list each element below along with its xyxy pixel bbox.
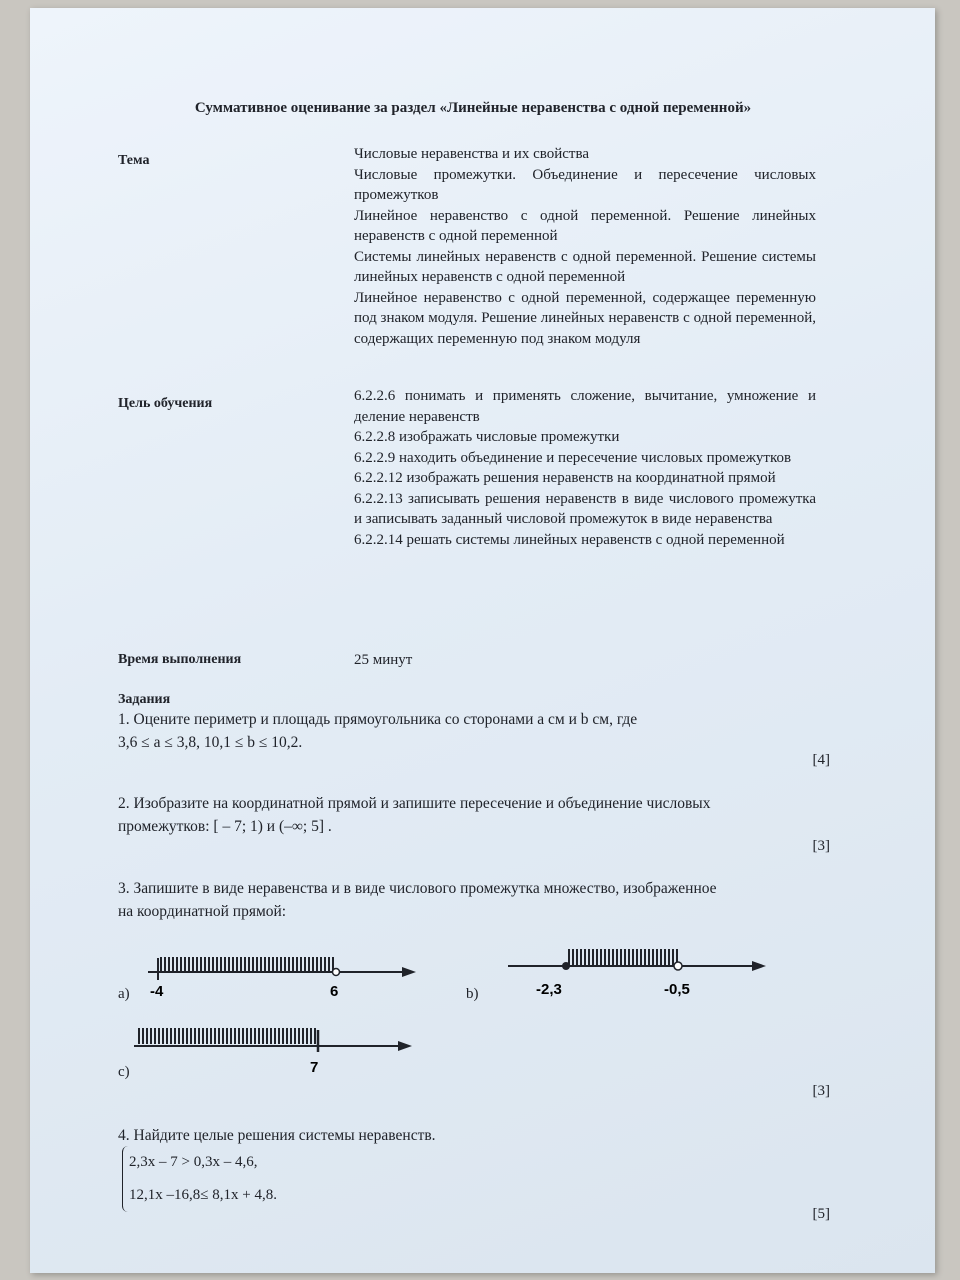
time-label: Время выполнения xyxy=(118,652,242,667)
closed-point xyxy=(562,962,570,970)
task-2-score: [3] xyxy=(812,838,830,854)
goal-line: 6.2.2.14 решать системы линейных неравенств с одной переменной xyxy=(354,531,785,548)
axis-arrow xyxy=(752,961,766,971)
topic-line: Числовые неравенства и их свойства xyxy=(354,146,589,162)
task-3 xyxy=(118,877,818,923)
open-point xyxy=(333,969,340,976)
goal-line: 6.2.2.6 понимать и применять сложение, вычитание, умножение и деление неравенств xyxy=(354,388,816,425)
hatched-region xyxy=(158,957,336,971)
tasks-heading: Задания xyxy=(118,692,171,707)
topic-line: Линейное неравенство с одной переменной. Решение линейных неравенств с одной переменной xyxy=(354,207,816,244)
task-3-line: на координатной прямой: xyxy=(118,903,287,920)
tick-label: 6 xyxy=(330,983,339,1000)
task-4-score: [5] xyxy=(812,1206,830,1222)
task-2 xyxy=(118,792,818,838)
label-a: a) xyxy=(118,986,130,1002)
topic-line: Линейное неравенство с одной переменной, содержащее переменную под знаком модуля. Решение линейных неравенств с одной переменной, содержащих переменную под знаком модуля xyxy=(354,289,816,347)
topic-line: Числовые промежутки. Объединение и пересечение числовых промежутков xyxy=(354,166,816,203)
goal-line: 6.2.2.8 изображать числовые промежутки xyxy=(354,429,620,445)
inequality-2: 12,1x –16,8≤ 8,1x + 4,8. xyxy=(129,1187,277,1203)
goal-content xyxy=(354,386,816,550)
topic-line: Системы линейных неравенств с одной переменной. Решение системы линейных неравенств с одной переменной xyxy=(354,248,816,285)
task-4 xyxy=(118,1124,818,1147)
task-2-line: 2. Изобразите на координатной прямой и запишите пересечение и объединение числовых xyxy=(118,795,711,812)
task-1-score: [4] xyxy=(812,752,830,768)
tick-label: -2,3 xyxy=(536,981,562,998)
label-b: b) xyxy=(466,986,479,1002)
task-1-line: 1. Оцените периметр и площадь прямоугольника со сторонами a см и b см, где xyxy=(118,711,638,728)
task-3-line: 3. Запишите в виде неравенства и в виде числового промежутка множество, изображенное xyxy=(118,880,717,897)
number-line-b xyxy=(500,940,775,1000)
goal-line: 6.2.2.13 записывать решения неравенств в виде числового промежутка и записывать заданный числовой промежуток в виде неравенства xyxy=(354,490,816,527)
task-4-line: 4. Найдите целые решения системы неравенств. xyxy=(118,1127,436,1144)
number-line-c xyxy=(130,1022,420,1078)
open-point xyxy=(674,962,682,970)
topic-label: Тема xyxy=(118,153,150,168)
goal-line: 6.2.2.12 изображать решения неравенств на координатной прямой xyxy=(354,470,776,486)
inequality-system xyxy=(122,1146,277,1212)
tick-label: -4 xyxy=(150,983,164,1000)
number-line-a xyxy=(140,948,420,1004)
task-1-line: 3,6 ≤ a ≤ 3,8, 10,1 ≤ b ≤ 10,2. xyxy=(118,734,303,751)
axis-arrow xyxy=(398,1041,412,1051)
topic-content xyxy=(354,144,816,349)
tick-label: -0,5 xyxy=(664,981,690,998)
inequality-1: 2,3x – 7 > 0,3x – 4,6, xyxy=(129,1154,258,1170)
axis-arrow xyxy=(402,967,416,977)
task-1 xyxy=(118,708,818,754)
label-c: c) xyxy=(118,1064,130,1080)
tick-label: 7 xyxy=(310,1059,319,1076)
time-value: 25 минут xyxy=(354,652,413,668)
hatched-region xyxy=(566,949,678,965)
goal-line: 6.2.2.9 находить объединение и пересечение числовых промежутков xyxy=(354,449,792,466)
goal-label: Цель обучения xyxy=(118,396,213,411)
hatched-region xyxy=(138,1028,318,1044)
task-2-line: промежутков: [ – 7; 1) и (–∞; 5] . xyxy=(118,818,332,835)
document-title: Суммативное оценивание за раздел «Линейные неравенства с одной переменной» xyxy=(194,100,752,116)
task-3-score: [3] xyxy=(812,1083,830,1099)
